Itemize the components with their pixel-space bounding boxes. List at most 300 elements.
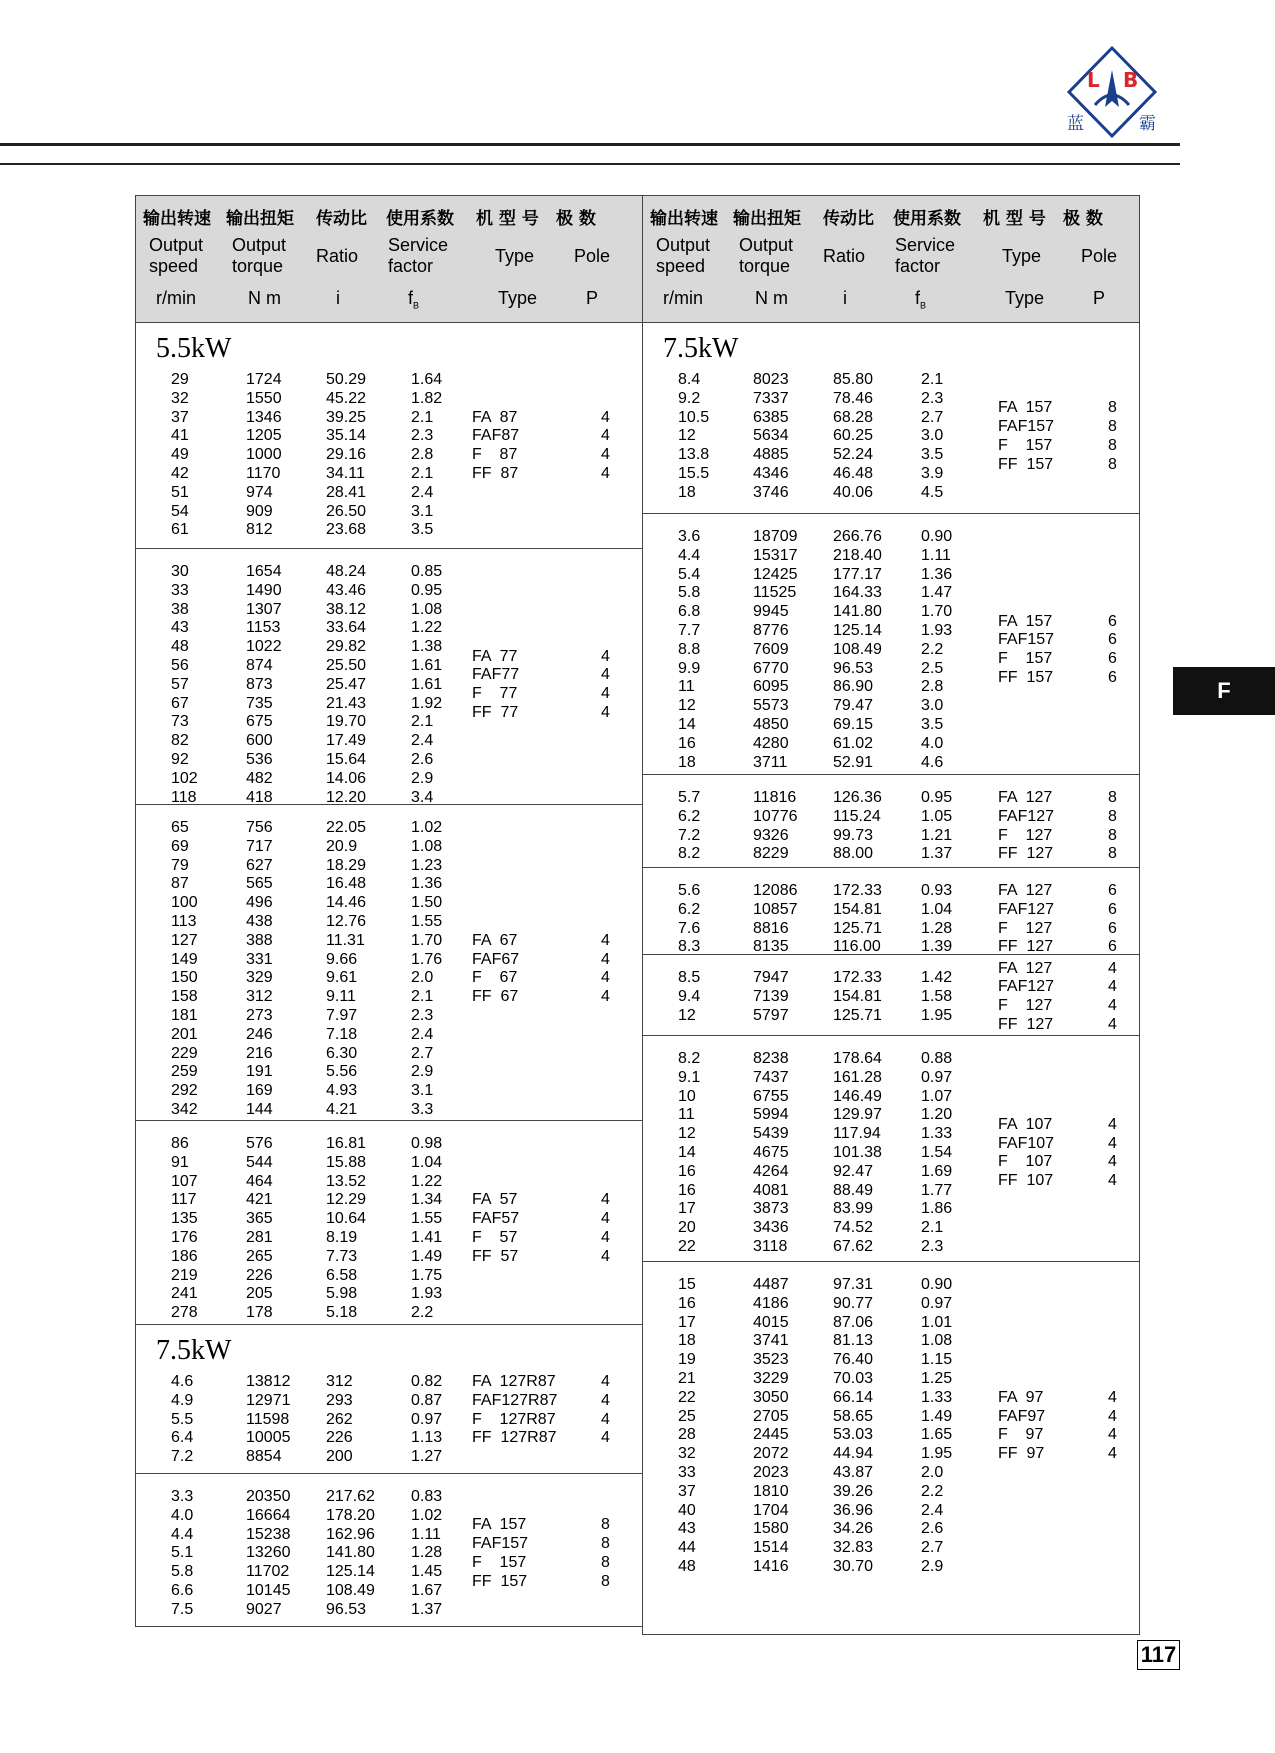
header-unit-2: i [336,288,340,308]
torque-value: 874 [246,656,273,674]
torque-value: 482 [246,769,273,787]
torque-value: 6755 [753,1087,789,1105]
right-section-1 [643,514,1139,775]
torque-value: 16664 [246,1506,291,1524]
service-factor-value: 1.93 [411,1285,443,1303]
speed-value: 19 [678,1351,696,1369]
torque-value: 205 [246,1285,273,1303]
service-factor-value: 3.1 [411,502,434,520]
type-value: F 57 [472,1228,518,1246]
speed-value: 6.2 [678,807,701,825]
header-rule-thin [0,163,1180,165]
right-section-2 [643,775,1139,868]
service-factor-value: 1.95 [921,1445,953,1463]
ratio-value: 141.80 [833,603,882,621]
speed-value: 37 [678,1482,696,1500]
service-factor-value: 0.90 [921,1276,953,1293]
type-value: FA 127R87 [472,1373,556,1390]
ratio-value: 20.9 [326,837,358,855]
speed-value: 43 [171,619,189,637]
service-factor-value: 2.1 [411,464,434,482]
speed-value: 49 [171,446,189,464]
service-factor-value: 1.64 [411,371,443,388]
torque-value: 4264 [753,1162,789,1180]
header-en-2: Ratio [316,246,359,266]
service-factor-value: 1.08 [411,600,443,618]
speed-value: 14 [678,715,696,733]
torque-value: 8229 [753,845,789,863]
speed-value: 118 [171,788,197,806]
right-table-panel [642,195,1140,1635]
torque-value: 544 [246,1153,273,1171]
header-cn-1: 输出扭矩 [733,209,801,229]
speed-value: 18 [678,483,696,501]
service-factor-value: 1.50 [411,894,443,912]
service-factor-value: 3.0 [921,427,944,445]
table-row [136,1173,642,1192]
ratio-value: 6.30 [326,1044,358,1062]
left-table-panel [135,195,643,1627]
torque-value: 3229 [753,1369,789,1387]
service-factor-value: 3.5 [921,446,944,464]
service-factor-value: 1.95 [921,1006,953,1024]
speed-value: 6.6 [171,1581,194,1599]
torque-value: 12086 [753,882,798,899]
speed-value: 91 [171,1153,189,1171]
table-row [643,735,1139,754]
service-factor-value: 4.6 [921,753,944,771]
type-value: FAF87 [472,427,520,445]
torque-value: 6770 [753,659,789,677]
table-row [643,1351,1139,1370]
service-factor-value: 0.88 [921,1050,953,1067]
ratio-value: 22.05 [326,819,367,836]
ratio-value: 39.25 [326,408,367,426]
type-value: FF 157 [998,455,1054,473]
ratio-value: 217.62 [326,1488,375,1505]
speed-value: 38 [171,600,189,618]
table-row [136,838,642,857]
ratio-value: 117.94 [833,1125,881,1143]
type-value: F 107 [998,1153,1053,1171]
speed-value: 8.8 [678,640,701,658]
torque-value: 11525 [753,584,797,602]
pole-value: 8 [601,1572,610,1590]
ratio-value: 52.24 [833,446,874,464]
ratio-value: 5.98 [326,1285,358,1303]
table-row [136,732,642,751]
header-en-4: Type [1002,246,1042,266]
service-factor-value: 2.3 [411,427,434,445]
ratio-value: 34.11 [326,464,365,482]
right-column-header [643,195,1139,323]
ratio-value: 34.26 [833,1520,874,1538]
speed-value: 16 [678,734,696,752]
ratio-value: 52.91 [833,753,874,771]
torque-value: 13260 [246,1544,291,1562]
service-factor-value: 0.95 [921,789,953,806]
type-value: FF 127 [998,1015,1054,1033]
type-value: FF 67 [472,988,519,1006]
torque-value: 12971 [246,1391,291,1409]
speed-value: 5.1 [171,1544,194,1562]
speed-value: 5.5 [171,1410,194,1428]
header-cn-4: 机 型 号 [476,209,539,229]
service-factor-value: 1.41 [411,1228,443,1246]
speed-value: 292 [171,1082,198,1100]
ratio-value: 12.20 [326,788,367,806]
pole-value: 8 [1108,417,1117,435]
ratio-value: 61.02 [833,734,874,752]
service-factor-value: 1.54 [921,1143,953,1161]
logo-name-2: 霸 [1139,114,1156,134]
speed-value: 9.9 [678,659,701,677]
service-factor-value: 1.69 [921,1162,953,1180]
type-value: FA 157 [472,1516,527,1534]
speed-value: 11 [678,1106,695,1124]
torque-value: 9326 [753,826,789,844]
ratio-value: 9.11 [326,988,356,1006]
table-row [136,1304,642,1323]
header-en-5: Pole [1081,246,1118,266]
speed-value: 4.4 [171,1525,194,1543]
pole-value: 8 [1108,826,1117,844]
pole-value: 4 [601,427,610,445]
torque-value: 6095 [753,678,789,696]
table-row [136,1285,642,1304]
speed-value: 278 [171,1304,198,1322]
speed-value: 92 [171,750,189,768]
service-factor-value: 2.0 [411,969,434,987]
header-en-2: Ratio [823,246,866,266]
ratio-value: 23.68 [326,521,367,539]
table-row [136,503,642,522]
speed-value: 67 [171,694,189,712]
torque-value: 974 [246,483,273,501]
ratio-value: 200 [326,1448,353,1466]
ratio-value: 68.28 [833,408,874,426]
ratio-value: 40.06 [833,483,874,501]
pole-value: 4 [1108,1407,1117,1425]
type-value: F 77 [472,685,518,703]
torque-value: 7609 [753,640,789,658]
service-factor-value: 1.37 [411,1600,443,1618]
type-group [643,789,1139,864]
table-row [136,894,642,913]
left-section-1 [136,549,642,805]
service-factor-value: 1.55 [411,912,443,930]
service-factor-value: 1.27 [411,1448,443,1466]
table-row [643,1370,1139,1389]
service-factor-value: 1.55 [411,1210,443,1228]
pole-value: 8 [1108,845,1117,863]
table-row [136,913,642,932]
service-factor-value: 3.4 [411,788,434,806]
speed-value: 21 [678,1369,696,1387]
torque-value: 6385 [753,408,789,426]
torque-value: 5439 [753,1125,789,1143]
ratio-value: 39.26 [833,1482,874,1500]
service-factor-value: 0.90 [921,528,953,545]
table-row [136,521,642,540]
table-row [136,819,642,838]
ratio-value: 92.47 [833,1162,874,1180]
power-rating: 7.5kW [156,1335,232,1366]
right-section-5 [643,1036,1139,1262]
left-section-3 [136,1121,642,1325]
service-factor-value: 2.4 [411,483,434,501]
torque-value: 8023 [753,371,789,388]
service-factor-value: 4.5 [921,483,944,501]
type-value: FA 127 [998,959,1053,977]
speed-value: 40 [678,1501,696,1519]
speed-value: 11 [678,678,695,696]
table-row [643,1464,1139,1483]
type-group [136,409,642,484]
speed-value: 16 [678,1181,696,1199]
type-group [136,648,642,723]
service-factor-value: 2.3 [411,1006,434,1024]
pole-value: 4 [601,408,610,426]
torque-value: 13812 [246,1373,291,1390]
service-factor-value: 1.93 [921,621,953,639]
speed-value: 20 [678,1219,696,1237]
type-value: FF 127 [998,845,1054,863]
speed-value: 73 [171,713,189,731]
service-factor-value: 1.86 [921,1200,953,1218]
service-factor-value: 0.98 [411,1135,443,1152]
torque-value: 3523 [753,1351,789,1369]
right-section-3 [643,868,1139,955]
table-row [136,1082,642,1101]
ratio-value: 99.73 [833,826,874,844]
type-value: FF 127 [998,938,1054,956]
pole-value: 4 [601,931,610,949]
ratio-value: 90.77 [833,1294,874,1312]
table-row [136,875,642,894]
service-factor-value: 1.13 [411,1429,443,1447]
torque-value: 11702 [246,1563,290,1581]
ratio-value: 81.13 [833,1332,874,1350]
type-value: FA 77 [472,647,518,665]
torque-value: 4346 [753,464,789,482]
ratio-value: 79.47 [833,697,874,715]
speed-value: 17 [678,1313,696,1331]
ratio-value: 33.64 [326,619,367,637]
right-section-0 [643,323,1139,514]
ratio-value: 14.06 [326,769,367,787]
ratio-value: 9.66 [326,950,358,968]
type-group [643,399,1139,474]
torque-value: 4280 [753,734,789,752]
torque-value: 565 [246,875,273,893]
table-row [136,1101,642,1120]
ratio-value: 7.97 [326,1006,358,1024]
torque-value: 4081 [753,1181,789,1199]
header-cn-1: 输出扭矩 [226,209,294,229]
ratio-value: 18.29 [326,856,367,874]
pole-value: 8 [1108,399,1117,417]
ratio-value: 125.14 [326,1563,375,1581]
torque-value: 1580 [753,1520,789,1538]
torque-value: 9945 [753,603,789,621]
service-factor-value: 1.28 [411,1544,443,1562]
table-row [643,371,1139,390]
type-value: FA 87 [472,408,518,426]
pole-value: 4 [601,988,610,1006]
torque-value: 191 [246,1063,273,1081]
ratio-value: 70.03 [833,1369,874,1387]
service-factor-value: 2.9 [411,1063,434,1081]
service-factor-value: 1.49 [411,1247,443,1265]
pole-value: 4 [1108,978,1117,996]
header-cn-0: 输出转速 [143,209,211,229]
speed-value: 14 [678,1143,696,1161]
torque-value: 3741 [753,1332,789,1350]
pole-value: 4 [601,464,610,482]
speed-value: 69 [171,837,189,855]
torque-value: 329 [246,969,273,987]
ratio-value: 312 [326,1373,353,1390]
type-value: F 157 [998,436,1053,454]
service-factor-value: 0.97 [921,1068,953,1086]
speed-value: 28 [678,1426,696,1444]
speed-value: 5.8 [171,1563,194,1581]
torque-value: 8238 [753,1050,789,1067]
torque-value: 873 [246,675,273,693]
header-en-0: Output speed [149,235,204,276]
ratio-value: 6.58 [326,1266,358,1284]
type-value: FF 57 [472,1247,519,1265]
torque-value: 7437 [753,1068,789,1086]
torque-value: 178 [246,1304,273,1322]
service-factor-value: 2.9 [411,769,434,787]
speed-value: 82 [171,732,189,750]
torque-value: 5797 [753,1006,789,1024]
service-factor-value: 0.85 [411,563,443,580]
header-cn-3: 使用系数 [893,209,961,229]
speed-value: 16 [678,1294,696,1312]
header-unit-2: i [843,288,847,308]
type-value: F 157 [998,650,1053,668]
power-rating: 7.5kW [663,333,739,364]
pole-value: 4 [601,1247,610,1265]
torque-value: 7337 [753,389,789,407]
header-en-3: Service factor [895,235,956,276]
torque-value: 10145 [246,1581,291,1599]
torque-value: 8816 [753,919,789,937]
pole-value: 4 [601,647,610,665]
speed-value: 149 [171,950,198,968]
service-factor-value: 3.5 [411,521,434,539]
ratio-value: 101.38 [833,1143,882,1161]
ratio-value: 266.76 [833,528,882,545]
torque-value: 576 [246,1135,273,1152]
service-factor-value: 1.61 [411,675,443,693]
speed-value: 22 [678,1388,696,1406]
torque-value: 1205 [246,427,282,445]
ratio-value: 161.28 [833,1068,882,1086]
service-factor-value: 1.45 [411,1563,443,1581]
ratio-value: 16.48 [326,875,367,893]
table-row [136,371,642,390]
service-factor-value: 0.93 [921,882,953,899]
ratio-value: 97.31 [833,1276,874,1293]
ratio-value: 141.80 [326,1544,375,1562]
pole-value: 6 [1108,938,1117,956]
ratio-value: 177.17 [833,565,882,583]
type-value: FAF127 [998,978,1055,996]
speed-value: 29 [171,371,189,388]
speed-value: 13.8 [678,446,710,464]
table-row [136,484,642,503]
header-en-1: Output torque [739,235,794,276]
service-factor-value: 3.3 [411,1100,434,1118]
header-unit-4: Type [1005,288,1045,308]
speed-value: 4.9 [171,1391,194,1409]
pole-value: 4 [601,1373,610,1390]
pole-value: 4 [1108,1426,1117,1444]
speed-value: 5.6 [678,882,701,899]
service-factor-value: 3.5 [921,715,944,733]
speed-value: 57 [171,675,189,693]
table-row [643,1332,1139,1351]
type-value: FAF157 [472,1534,529,1552]
table-row [643,697,1139,716]
torque-value: 169 [246,1082,273,1100]
torque-value: 12425 [753,565,798,583]
service-factor-value: 1.01 [921,1313,953,1331]
speed-value: 12 [678,1006,696,1024]
torque-value: 3873 [753,1200,789,1218]
speed-value: 176 [171,1228,198,1246]
ratio-value: 35.14 [326,427,367,445]
speed-value: 107 [171,1172,198,1190]
ratio-value: 50.29 [326,371,367,388]
ratio-value: 60.25 [833,427,874,445]
ratio-value: 115.24 [833,807,881,825]
ratio-value: 43.87 [833,1463,874,1481]
pole-value: 6 [1108,612,1117,630]
header-cn-2: 传动比 [316,209,367,229]
type-value: FA 127 [998,789,1053,806]
service-factor-value: 1.92 [411,694,443,712]
torque-value: 11598 [246,1410,290,1428]
torque-value: 144 [246,1100,273,1118]
header-cn-5: 极 数 [556,209,596,229]
speed-value: 113 [171,912,197,930]
torque-value: 464 [246,1172,273,1190]
type-group [643,1116,1139,1191]
pole-value: 6 [1108,882,1117,899]
type-group [643,613,1139,688]
service-factor-value: 1.28 [921,919,953,937]
type-value: F 87 [472,446,518,464]
ratio-value: 12.29 [326,1191,367,1209]
torque-value: 3118 [753,1237,788,1255]
speed-value: 30 [171,563,189,580]
pole-value: 8 [1108,789,1117,806]
table-row [136,857,642,876]
type-value: FAF97 [998,1407,1046,1425]
speed-value: 51 [171,483,189,501]
ratio-value: 126.36 [833,789,882,806]
ratio-value: 76.40 [833,1351,874,1369]
torque-value: 812 [246,521,273,539]
pole-value: 4 [601,1228,610,1246]
ratio-value: 15.88 [326,1153,367,1171]
table-row [643,584,1139,603]
